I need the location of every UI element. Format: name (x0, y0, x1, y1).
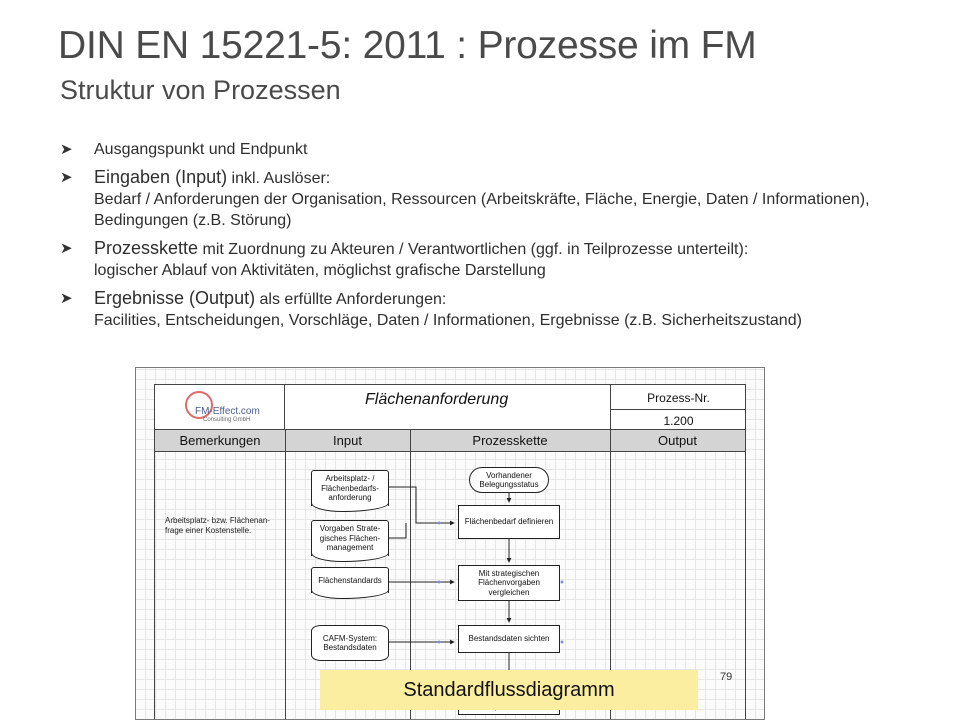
bullet-rest: inkl. Auslöser: (227, 170, 331, 187)
bullet-lead: Ausgangspunkt und Endpunkt (94, 141, 308, 158)
process-number: 1.200 (663, 414, 694, 428)
slide-title: DIN EN 15221-5: 2011 : Prozesse im FM (58, 24, 757, 67)
diagram-name: Flächenanforderung (365, 391, 509, 408)
column-header: Input (333, 433, 362, 448)
bullet-item (60, 288, 940, 331)
arrow-bullet-icon: ➤ (60, 240, 73, 257)
bullet-detail: logischer Ablauf von Aktivitäten, möglichst grafische Darstellung (94, 262, 546, 279)
column-header: Output (657, 433, 698, 448)
chain-process-step: Mit strategischen Flächenvorgaben vergleichen (458, 565, 560, 601)
remark-text: Arbeitsplatz- bzw. Flächenan-frage einer Kostenstelle. (165, 516, 270, 535)
column-divider (285, 430, 286, 720)
divider (611, 409, 746, 410)
arrow-bullet-icon: ➤ (60, 169, 73, 186)
logo-subtext: Consulting GmbH (203, 417, 251, 423)
page-number: 79 (720, 671, 733, 683)
arrow-bullet-icon: ➤ (60, 290, 73, 307)
chain-process-step: Flächenbedarf definieren (458, 505, 560, 539)
flow-diagram-image (135, 367, 765, 720)
process-label: Prozess-Nr. (647, 391, 710, 405)
slide-subtitle: Struktur von Prozessen (60, 75, 341, 105)
bullet-item (60, 167, 940, 231)
input-document: Flächenstandards (311, 567, 389, 593)
bullet-rest: mit Zuordnung zu Akteuren / Verantwortlichen (ggf. in Teilprozesse unterteilt): (198, 241, 749, 258)
column-header: Bemerkungen (179, 433, 261, 448)
column-header-row (155, 430, 745, 452)
bullet-list (60, 139, 940, 338)
chain-start-terminal: Vorhandener Belegungsstatus (469, 467, 549, 493)
bullet-lead: Eingaben (Input) (94, 167, 228, 187)
bullet-lead: Ergebnisse (Output) (94, 288, 256, 308)
diagram-caption: Standardflussdiagramm (320, 670, 698, 710)
chain-process-step: Bestandsdaten sichten (458, 625, 560, 653)
bullet-item (60, 238, 940, 281)
logo (155, 385, 285, 430)
bullet-item (60, 139, 940, 160)
column-header: Prozesskette (472, 433, 548, 448)
bullet-lead: Prozesskette (94, 238, 199, 258)
input-document: Arbeitsplatz- / Flächenbedarfs-anforderung (311, 470, 389, 506)
arrow-bullet-icon: ➤ (60, 141, 73, 158)
diagram-header (155, 385, 745, 430)
input-document: Vorgaben Strate-gisches Flächen-management (311, 520, 389, 556)
bullet-detail: Bedarf / Anforderungen der Organisation, Ressourcen (Arbeitskräfte, Fläche, Energie, Daten / Informationen), Bedingungen (z.B. Störung) (94, 191, 870, 229)
input-database: CAFM-System: Bestandsdaten (311, 625, 389, 661)
process-number-box (610, 385, 745, 430)
bullet-detail: Facilities, Entscheidungen, Vorschläge, Daten / Informationen, Ergebnisse (z.B. Sicherheitszustand) (94, 312, 802, 329)
bullet-rest: als erfüllte Anforderungen: (255, 291, 447, 308)
logo-text: FM-Effect.com (195, 406, 260, 417)
